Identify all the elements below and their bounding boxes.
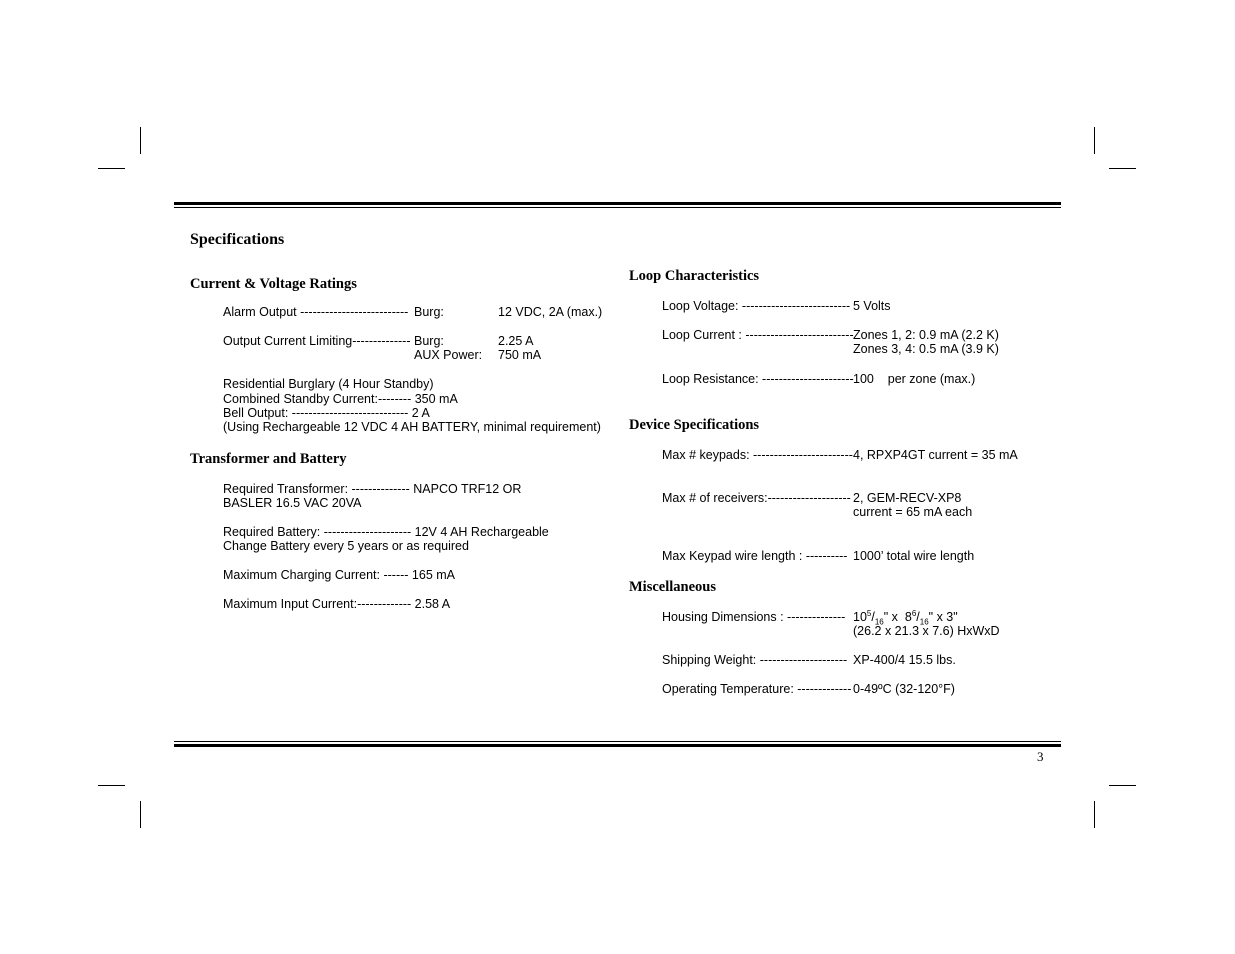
output-current-aux-value: 750 mA <box>498 348 542 362</box>
max-input-current: Maximum Input Current:------------- 2.58 A <box>223 597 451 611</box>
loop-current-label: Loop Current : -------------------------- <box>662 328 854 342</box>
footer-rule-thin <box>174 741 1061 742</box>
heading-transformer-battery: Transformer and Battery <box>190 451 347 467</box>
heading-loop: Loop Characteristics <box>629 268 760 284</box>
loop-voltage-value: 5 Volts <box>853 299 891 313</box>
crop-mark <box>140 801 141 828</box>
crop-mark <box>1094 801 1095 828</box>
output-current-burg-type: Burg: <box>414 334 444 348</box>
page-title: Specifications <box>190 231 285 248</box>
crop-mark <box>1094 127 1095 154</box>
required-battery-1: Required Battery: --------------------- 12V 4 AH Rechargeable <box>223 525 549 539</box>
housing-dimensions-label: Housing Dimensions : -------------- <box>662 610 846 624</box>
loop-current-value-1: Zones 1, 2: 0.9 mA (2.2 K) <box>853 328 999 342</box>
battery-note: (Using Rechargeable 12 VDC 4 AH BATTERY, minimal requirement) <box>223 420 601 434</box>
loop-current-value-2: Zones 3, 4: 0.5 mA (3.9 K) <box>853 342 999 356</box>
keypad-wire-label: Max Keypad wire length : ---------- <box>662 549 848 563</box>
loop-resistance-label: Loop Resistance: ---------------------- <box>662 372 854 386</box>
alarm-output-value: 12 VDC, 2A (max.) <box>498 305 603 319</box>
required-transformer-2: BASLER 16.5 VAC 20VA <box>223 496 362 510</box>
page-number: 3 <box>1037 749 1044 764</box>
footer-rule <box>174 744 1061 747</box>
max-receivers-value-1: 2, GEM-RECV-XP8 <box>853 491 962 505</box>
header-rule <box>174 202 1061 205</box>
operating-temp-value: 0-49ºC (32-120°F) <box>853 682 955 696</box>
residential-burglary: Residential Burglary (4 Hour Standby) <box>223 377 434 391</box>
required-transformer-1: Required Transformer: -------------- NAPCO TRF12 OR <box>223 482 522 496</box>
heading-device: Device Specifications <box>629 417 760 433</box>
crop-mark <box>140 127 141 154</box>
keypad-wire-value: 1000’ total wire length <box>853 549 975 563</box>
loop-resistance-value: 100 per zone (max.) <box>853 372 976 386</box>
output-current-label: Output Current Limiting-------------- <box>223 334 411 348</box>
loop-voltage-label: Loop Voltage: -------------------------- <box>662 299 851 313</box>
required-battery-2: Change Battery every 5 years or as required <box>223 539 469 553</box>
shipping-weight-value: XP-400/4 15.5 lbs. <box>853 653 956 667</box>
max-charging-current: Maximum Charging Current: ------ 165 mA <box>223 568 455 582</box>
operating-temp-label: Operating Temperature: ------------- <box>662 682 852 696</box>
housing-dimensions-value-1: $10^5/_{16}$" x $8^6/_{16}$" x 3" <box>853 608 958 627</box>
output-current-burg-value: 2.25 A <box>498 334 534 348</box>
crop-mark <box>98 785 125 786</box>
max-receivers-value-2: current = 65 mA each <box>853 505 973 519</box>
combined-standby: Combined Standby Current:-------- 350 mA <box>223 392 458 406</box>
shipping-weight-label: Shipping Weight: --------------------- <box>662 653 848 667</box>
crop-mark <box>1109 785 1136 786</box>
heading-misc: Miscellaneous <box>629 579 716 595</box>
housing-dimensions-value-2: (26.2 x 21.3 x 7.6) HxWxD <box>853 624 1000 638</box>
alarm-output-label: Alarm Output -------------------------- <box>223 305 409 319</box>
heading-current-voltage: Current & Voltage Ratings <box>190 276 357 292</box>
crop-mark <box>1109 168 1136 169</box>
max-keypads-value: 4, RPXP4GT current = 35 mA <box>853 448 1018 462</box>
max-keypads-label: Max # keypads: ------------------------ <box>662 448 853 462</box>
header-rule-thin <box>174 207 1061 208</box>
max-receivers-label: Max # of receivers:-------------------- <box>662 491 851 505</box>
crop-mark <box>98 168 125 169</box>
alarm-output-type: Burg: <box>414 305 444 319</box>
bell-output: Bell Output: ---------------------------- 2 A <box>223 406 430 420</box>
output-current-aux-type: AUX Power: <box>414 348 483 362</box>
